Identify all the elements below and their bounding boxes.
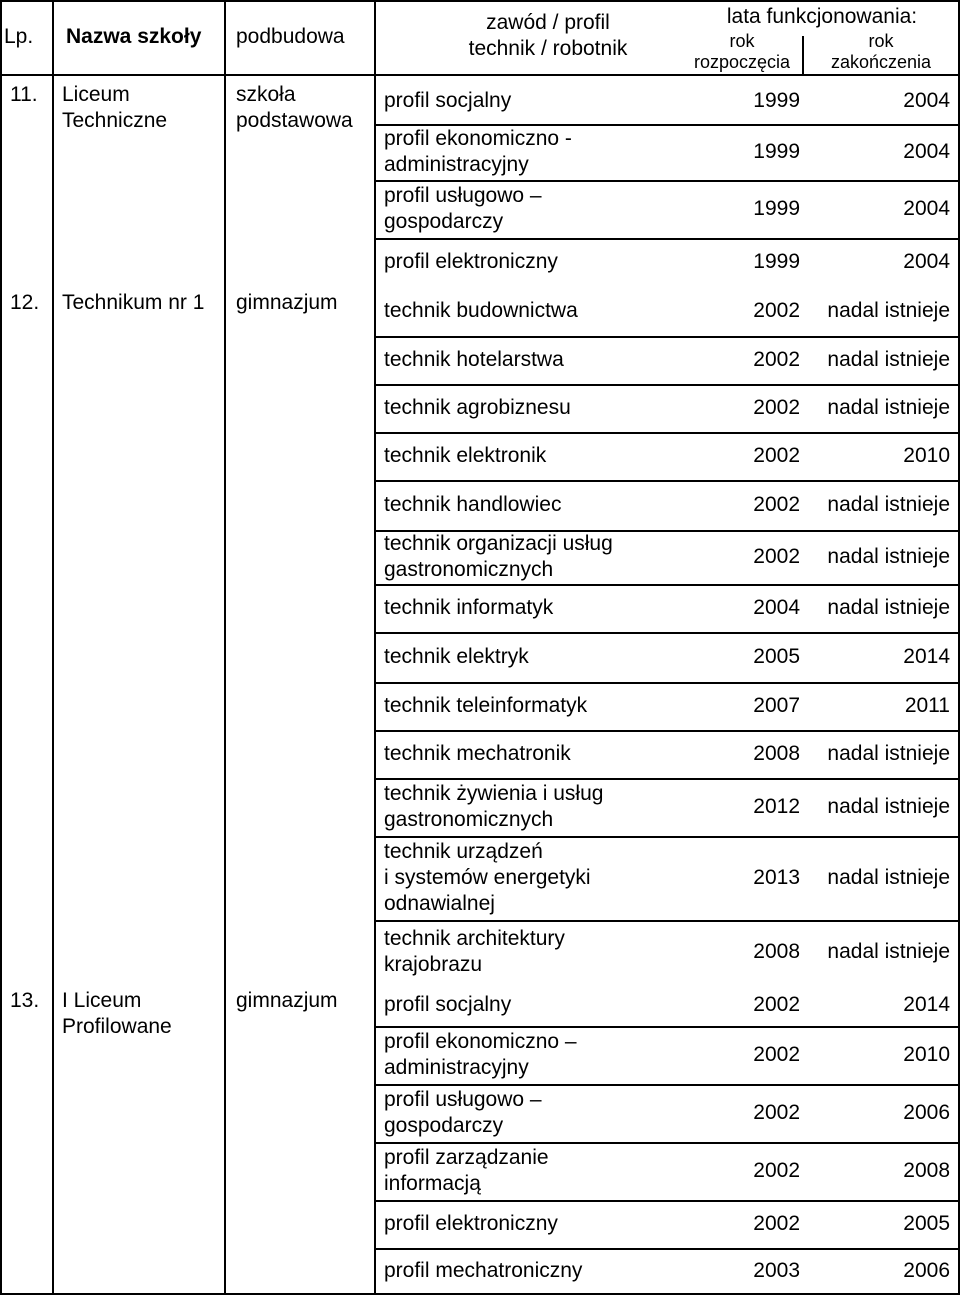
- start-year: 2002: [753, 493, 800, 516]
- row-divider: [374, 1248, 960, 1250]
- profession-line: administracyjny: [384, 153, 529, 176]
- profession-line: profil socjalny: [384, 89, 512, 112]
- school-number: 11.: [10, 83, 38, 106]
- end-year: nadal istnieje: [827, 795, 950, 818]
- school-name-line: I Liceum: [62, 989, 142, 1012]
- end-year: nadal istnieje: [827, 940, 950, 963]
- end-year: 2004: [903, 140, 950, 163]
- end-year: 2005: [903, 1212, 950, 1235]
- profession-line: odnawialnej: [384, 892, 495, 915]
- end-year: 2014: [903, 993, 950, 1016]
- header-base: podbudowa: [236, 25, 345, 48]
- start-year: 2002: [753, 396, 800, 419]
- end-year: 2004: [903, 197, 950, 220]
- end-year: 2010: [903, 1043, 950, 1066]
- header-profession-line1: zawód / profil: [486, 11, 610, 34]
- school-name-line: Liceum: [62, 83, 130, 106]
- row-divider: [374, 920, 960, 922]
- school-base-line: szkoła: [236, 83, 296, 106]
- profession-line: profil ekonomiczno -: [384, 127, 572, 150]
- end-year: 2011: [904, 694, 950, 717]
- row-divider: [374, 730, 960, 732]
- row-divider: [374, 632, 960, 634]
- start-year: 2002: [753, 1159, 800, 1182]
- row-divider: [374, 180, 960, 182]
- profession-line: technik informatyk: [384, 596, 554, 619]
- header-end-line2: zakończenia: [830, 52, 932, 72]
- profession-line: technik mechatronik: [384, 742, 571, 765]
- start-year: 2005: [753, 645, 800, 668]
- start-year: 2012: [753, 795, 800, 818]
- start-year: 1999: [753, 250, 800, 273]
- profession-line: technik agrobiznesu: [384, 396, 571, 419]
- end-year: nadal istnieje: [827, 493, 950, 516]
- start-year: 2002: [753, 545, 800, 568]
- end-year: 2014: [903, 645, 950, 668]
- school-name-line: Profilowane: [62, 1015, 172, 1038]
- end-year: nadal istnieje: [827, 348, 950, 371]
- profession-line: technik architektury: [384, 927, 565, 950]
- profession-line: administracyjny: [384, 1056, 529, 1079]
- end-year: nadal istnieje: [827, 299, 950, 322]
- header-start-line1: rok: [729, 31, 755, 51]
- start-year: 2003: [753, 1259, 800, 1282]
- start-year: 2002: [753, 993, 800, 1016]
- header-lp: Lp.: [4, 25, 34, 48]
- school-base-line: gimnazjum: [236, 291, 338, 314]
- start-year: 2002: [753, 1101, 800, 1124]
- profession-line: technik elektryk: [384, 645, 529, 668]
- start-year: 2002: [753, 444, 800, 467]
- column-divider-lp: [52, 0, 54, 1295]
- row-divider: [374, 238, 960, 240]
- profession-line: informacją: [384, 1172, 481, 1195]
- end-year: nadal istnieje: [827, 742, 950, 765]
- school-name-line: Techniczne: [62, 109, 168, 132]
- profession-line: technik elektronik: [384, 444, 547, 467]
- row-divider: [374, 480, 960, 482]
- school-base-line: gimnazjum: [236, 989, 338, 1012]
- profession-line: profil socjalny: [384, 993, 512, 1016]
- profession-line: gospodarczy: [384, 1114, 504, 1137]
- row-divider: [374, 1200, 960, 1202]
- profession-line: profil zarządzanie: [384, 1146, 549, 1169]
- end-year: 2006: [903, 1259, 950, 1282]
- table-left-border: [0, 0, 2, 1295]
- end-year: 2004: [903, 250, 950, 273]
- profession-line: profil ekonomiczno –: [384, 1030, 577, 1053]
- column-divider-name: [224, 0, 226, 1295]
- header-start-line2: rozpoczęcia: [693, 52, 791, 72]
- profession-line: technik hotelarstwa: [384, 348, 564, 371]
- header-school-name: Nazwa szkoły: [66, 25, 202, 48]
- profession-line: technik handlowiec: [384, 493, 562, 516]
- end-year: nadal istnieje: [827, 545, 950, 568]
- profession-line: profil elektroniczny: [384, 250, 558, 273]
- start-year: 2004: [753, 596, 800, 619]
- school-number: 12.: [10, 291, 40, 314]
- row-divider: [374, 836, 960, 838]
- profession-line: technik teleinformatyk: [384, 694, 588, 717]
- row-divider: [374, 1026, 960, 1028]
- end-year: nadal istnieje: [827, 596, 950, 619]
- profession-line: technik urządzeń: [384, 840, 543, 863]
- header-end-line1: rok: [868, 31, 894, 51]
- row-divider: [374, 336, 960, 338]
- school-name-line: Technikum nr 1: [62, 291, 205, 314]
- profession-line: technik budownictwa: [384, 299, 578, 322]
- end-year: nadal istnieje: [827, 396, 950, 419]
- profession-line: gospodarczy: [384, 210, 504, 233]
- profession-line: technik organizacji usług: [384, 532, 613, 555]
- start-year: 2002: [753, 299, 800, 322]
- row-divider: [374, 1142, 960, 1144]
- row-divider: [374, 778, 960, 780]
- school-base-line: podstawowa: [236, 109, 353, 132]
- profession-line: gastronomicznych: [384, 808, 554, 831]
- row-divider: [374, 432, 960, 434]
- profession-line: profil usługowo –: [384, 184, 542, 207]
- profession-line: i systemów energetyki: [384, 866, 591, 889]
- start-year: 2002: [753, 1043, 800, 1066]
- row-divider: [374, 384, 960, 386]
- start-year: 2002: [753, 1212, 800, 1235]
- profession-line: gastronomicznych: [384, 558, 554, 581]
- school-number: 13.: [10, 989, 40, 1012]
- end-year: nadal istnieje: [827, 866, 950, 889]
- start-year: 2013: [753, 866, 800, 889]
- end-year: 2008: [903, 1159, 950, 1182]
- profession-line: profil mechatroniczny: [384, 1259, 583, 1282]
- profession-line: krajobrazu: [384, 953, 483, 976]
- start-year: 2002: [753, 348, 800, 371]
- end-year: 2010: [903, 444, 950, 467]
- start-year: 1999: [753, 140, 800, 163]
- table-top-border: [0, 0, 960, 2]
- end-year: 2004: [903, 89, 950, 112]
- end-year: 2006: [903, 1101, 950, 1124]
- start-year: 2008: [753, 940, 800, 963]
- row-divider: [374, 682, 960, 684]
- header-years: lata funkcjonowania:: [726, 5, 918, 28]
- start-year: 1999: [753, 197, 800, 220]
- start-year: 2007: [753, 694, 800, 717]
- column-divider-base: [374, 0, 376, 1295]
- header-profession-line2: technik / robotnik: [468, 37, 628, 60]
- profession-line: profil elektroniczny: [384, 1212, 558, 1235]
- header-bottom-border: [0, 74, 960, 76]
- row-divider: [374, 584, 960, 586]
- start-year: 2008: [753, 742, 800, 765]
- profession-line: technik żywienia i usług: [384, 782, 604, 805]
- start-year: 1999: [753, 89, 800, 112]
- row-divider: [374, 1084, 960, 1086]
- profession-line: profil usługowo –: [384, 1088, 542, 1111]
